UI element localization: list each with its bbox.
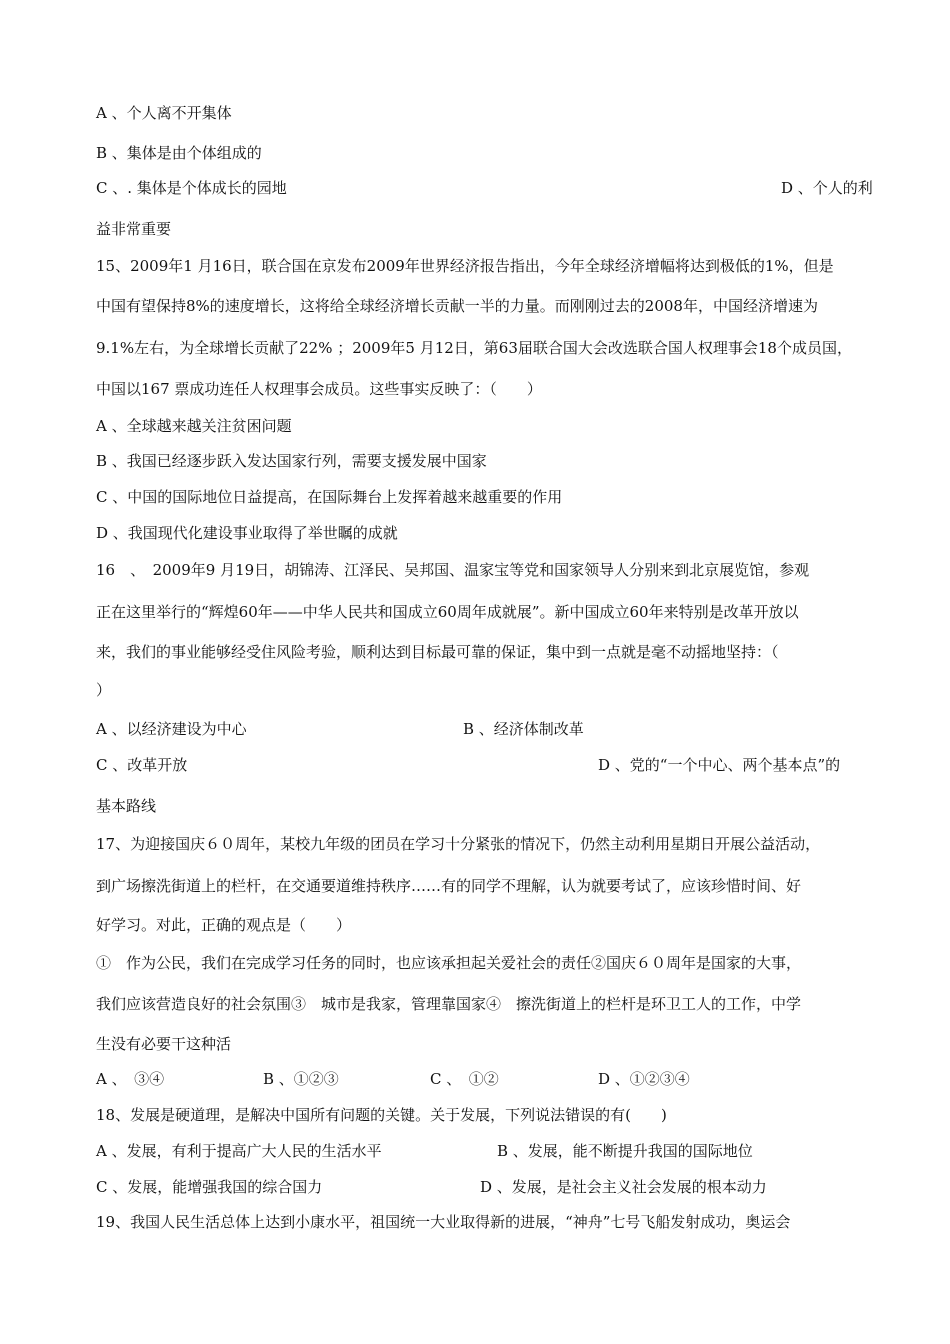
q15-stem-line-1: 15、2009年1 月16日，联合国在京发布2009年世界经济报告指出，今年全球经济增幅将达到极低的1%，但是 <box>96 257 834 275</box>
q17-option-a: A 、 ③④ <box>96 1070 165 1088</box>
q16-stem-line-1: 16 、 2009年9 月19日，胡锦涛、江泽民、吴邦国、温家宝等党和国家领导人分别来到北京展览馆，参观 <box>96 561 810 579</box>
q17-statement-line-3: 生没有必要干这种活 <box>96 1035 232 1053</box>
q18-stem: 18、发展是硬道理，是解决中国所有问题的关键。关于发展，下列说法错误的有( ) <box>96 1106 667 1124</box>
q15-option-a: A 、全球越来越关注贫困问题 <box>96 417 292 435</box>
q15-option-b: B 、我国已经逐步跃入发达国家行列，需要支援发展中国家 <box>96 452 487 470</box>
q18-option-a: A 、发展，有利于提高广大人民的生活水平 <box>96 1142 382 1160</box>
q17-option-c: C 、 ①② <box>430 1070 499 1088</box>
q14-option-b: B 、集体是由个体组成的 <box>96 144 262 162</box>
q16-stem-line-4: ） <box>96 681 112 699</box>
q16-option-b: B 、经济体制改革 <box>463 720 584 738</box>
q18-option-d: D 、发展，是社会主义社会发展的根本动力 <box>480 1178 767 1196</box>
q14-option-a: A 、个人离不开集体 <box>96 104 232 122</box>
q17-statement-line-2: 我们应该营造良好的社会氛围③ 城市是我家，管理靠国家④ 擦洗街道上的栏杆是环卫工人的工作，中学 <box>96 995 802 1013</box>
q16-stem-line-2: 正在这里举行的“辉煌60年——中华人民共和国成立60周年成就展”。新中国成立60年来特别是改革开放以 <box>96 603 799 621</box>
q19-stem-line-1: 19、我国人民生活总体上达到小康水平，祖国统一大业取得新的进展，“神舟”七号飞船发射成功，奥运会 <box>96 1213 791 1231</box>
q16-stem-line-3: 来，我们的事业能够经受住风险考验，顺利达到目标最可靠的保证，集中到一点就是毫不动摇地坚持：（ <box>96 643 779 661</box>
q17-option-b: B 、①②③ <box>263 1070 339 1088</box>
q15-stem-line-2: 中国有望保持8%的速度增长，这将给全球经济增长贡献一半的力量。而刚刚过去的2008年，中国经济增速为 <box>96 297 818 315</box>
q16-option-d: D 、党的“一个中心、两个基本点”的 <box>598 756 841 774</box>
q15-option-d: D 、我国现代化建设事业取得了举世瞩的成就 <box>96 524 398 542</box>
q16-option-d-continued: 基本路线 <box>96 797 157 815</box>
q14-option-c: C 、. 集体是个体成长的园地 <box>96 179 287 197</box>
q15-option-c: C 、中国的国际地位日益提高，在国际舞台上发挥着越来越重要的作用 <box>96 488 563 506</box>
q18-option-b: B 、发展，能不断提升我国的国际地位 <box>497 1142 753 1160</box>
q16-option-c: C 、改革开放 <box>96 756 188 774</box>
q18-option-c: C 、发展，能增强我国的综合国力 <box>96 1178 323 1196</box>
q17-stem-line-3: 好学习。对此，正确的观点是（ ） <box>96 916 352 934</box>
q17-stem-line-2: 到广场擦洗街道上的栏杆，在交通要道维持秩序……有的同学不理解，认为就要考试了，应该珍惜时间、好 <box>96 877 802 895</box>
q15-stem-line-4: 中国以167 票成功连任人权理事会成员。这些事实反映了：（ ） <box>96 380 542 398</box>
q17-statement-line-1: ① 作为公民，我们在完成学习任务的同时，也应该承担起关爱社会的责任②国庆６０周年是国家的大事， <box>96 954 802 972</box>
q14-option-d: D 、个人的利 <box>781 179 873 197</box>
q17-option-d: D 、①②③④ <box>598 1070 690 1088</box>
q17-stem-line-1: 17、为迎接国庆６０周年，某校九年级的团员在学习十分紧张的情况下，仍然主动利用星期日开展公益活动， <box>96 835 821 853</box>
q15-stem-line-3: 9.1%左右，为全球增长贡献了22% ；2009年5 月12日，第63届联合国大会改选联合国人权理事会18个成员国， <box>96 339 852 357</box>
q16-option-a: A 、以经济建设为中心 <box>96 720 247 738</box>
q14-option-d-continued: 益非常重要 <box>96 220 172 238</box>
